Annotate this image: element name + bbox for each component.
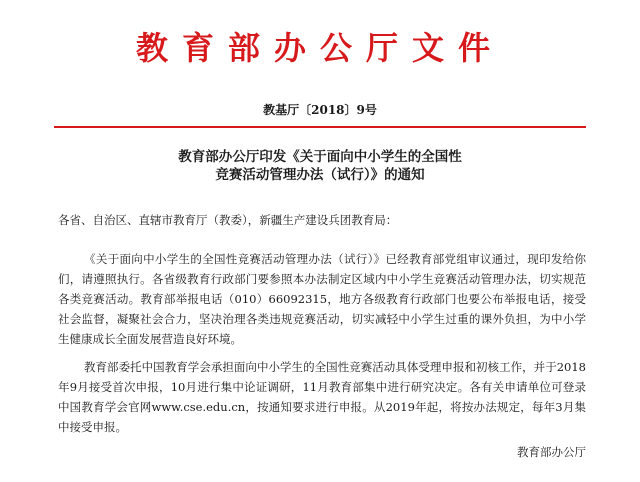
document-number: 教基厅〔2018〕9号 [263, 103, 377, 117]
body-paragraph-2: 教育部委托中国教育学会承担面向中小学生的全国性竞赛活动具体受理申报和初核工作，并于2018年9月接受首次申报，10月进行集中论证调研，11月教育部集中进行研究决定。各有关申请单位可登录中国教育学会官网www.cse.edu.cn，按通知要求进行申报。从2019年起，将按办法规定，每年3月集中接受申报。 [58, 360, 586, 434]
header-divider [54, 126, 586, 128]
title-line-2: 竞赛活动管理办法（试行）》的通知 [215, 167, 425, 183]
title-line-1: 教育部办公厅印发《关于面向中小学生的全国性 [178, 149, 462, 165]
document-title [0, 148, 640, 184]
signature: 教育部办公厅 [517, 445, 586, 459]
addressee: 各省、自治区、直辖市教育厅（教委），新疆生产建设兵团教育局： [58, 213, 398, 227]
issuer-header: 教育部办公厅文件 [135, 29, 504, 67]
body-paragraph-1: 《关于面向中小学生的全国性竞赛活动管理办法（试行）》已经教育部党组审议通过，现印发给你们，请遵照执行。各省级教育行政部门要参照本办法制定区域内中小学生竞赛活动管理办法，切实规范各类竞赛活动。教育部举报电话（010）66092315，地方各级教育行政部门也要公布举报电话，接受社会监督，凝聚社会合力，坚决治理各类违规竞赛活动，切实减轻中小学生过重的课外负担，为中小学生健康成长全面发展营造良好环境。 [58, 252, 586, 346]
